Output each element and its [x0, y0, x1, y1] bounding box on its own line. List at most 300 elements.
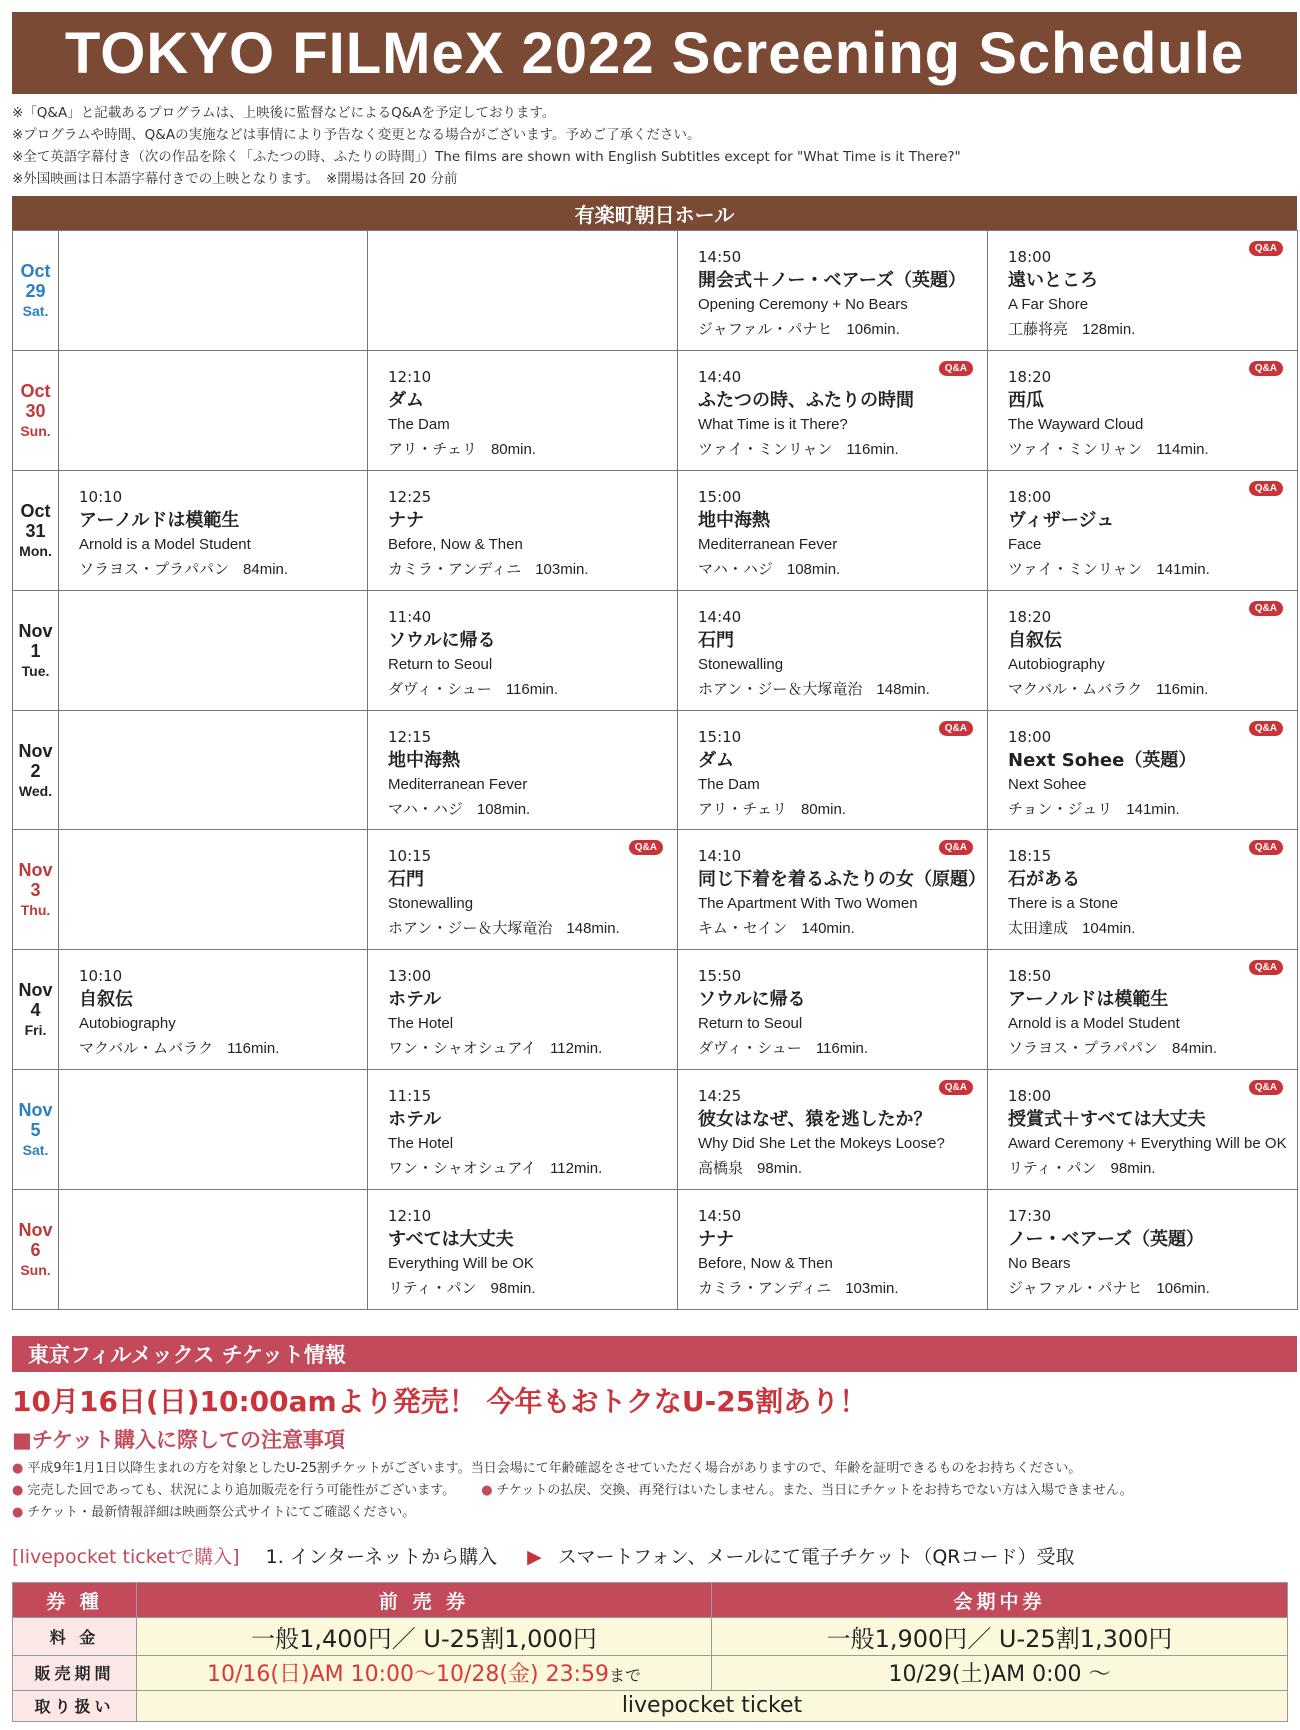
- screening-time: 11:40: [388, 607, 432, 626]
- screening-cell[interactable]: [988, 231, 1298, 351]
- screening-time: 15:10: [698, 727, 742, 746]
- director-name: アリ・チェリ: [698, 799, 787, 818]
- date-cell: [13, 1190, 59, 1310]
- screening-time: 18:15: [1008, 847, 1052, 866]
- film-title-jp: 地中海熱: [388, 749, 460, 771]
- qa-badge: Q&A: [939, 721, 973, 736]
- qa-badge: Q&A: [1249, 601, 1283, 616]
- screening-cell[interactable]: [368, 590, 678, 710]
- screening-cell[interactable]: [59, 950, 368, 1070]
- director-name: マクバル・ムバラク: [1008, 679, 1143, 698]
- screening-cell[interactable]: [368, 710, 678, 830]
- screening-time: 12:10: [388, 1207, 432, 1225]
- film-title-jp: ソウルに帰る: [388, 629, 496, 651]
- screening-cell[interactable]: [678, 950, 988, 1070]
- screening-time: 14:25: [698, 1087, 742, 1106]
- period-row-label: 販売期間: [13, 1655, 137, 1690]
- film-runtime: 114min.: [1156, 440, 1209, 458]
- director-name: アリ・チェリ: [388, 439, 477, 458]
- film-runtime: 148min.: [876, 680, 930, 698]
- film-title-jp: ノー・ベアーズ（英題）: [1008, 1229, 1205, 1250]
- screening: [368, 711, 677, 822]
- date-day: 30: [25, 400, 46, 421]
- film-title-en: Return to Seoul: [388, 655, 493, 673]
- screening-cell[interactable]: [59, 470, 368, 590]
- during-price: 一般1,900円／ U-25割1,300円: [712, 1618, 1288, 1655]
- qa-badge: Q&A: [1249, 1080, 1283, 1095]
- film-director: [388, 1036, 667, 1061]
- film-director: [79, 1036, 357, 1061]
- film-title-en: Next Sohee: [1008, 775, 1087, 793]
- date-day: 2: [30, 760, 41, 781]
- page-title: TOKYO FILMeX 2022 Screening Schedule: [64, 20, 1245, 86]
- screening: [59, 950, 367, 1061]
- screening: [368, 1190, 677, 1301]
- director-name: ダヴィ・シュー: [698, 1039, 802, 1058]
- screening-cell[interactable]: [678, 470, 988, 590]
- film-runtime: 104min.: [1082, 920, 1136, 938]
- film-title-jp: アーノルドは模範生: [1008, 989, 1169, 1011]
- ticket-info-header: 東京フィルメックス チケット情報: [12, 1336, 1297, 1372]
- qa-badge: Q&A: [1249, 721, 1283, 736]
- screening-cell[interactable]: [988, 830, 1298, 950]
- arrow-right-icon: ▶: [527, 1546, 542, 1568]
- screening-time: 18:20: [1008, 607, 1052, 626]
- date-cell: [13, 1070, 59, 1190]
- handling-value: livepocket ticket: [137, 1690, 1288, 1721]
- director-name: ツァイ・ミンリャン: [698, 439, 833, 458]
- film-title-en: The Hotel: [388, 1015, 454, 1033]
- screening-cell[interactable]: [988, 1190, 1298, 1310]
- film-director: [698, 1036, 977, 1061]
- screening-cell[interactable]: [368, 1070, 678, 1190]
- screening-cell[interactable]: [678, 350, 988, 470]
- schedule-day-row: [13, 470, 1298, 590]
- film-runtime: 116min.: [846, 440, 899, 458]
- screening-cell[interactable]: [678, 1190, 988, 1310]
- film-title-en: Why Did She Let the Mokeys Loose?: [698, 1135, 945, 1153]
- screening: [678, 950, 987, 1061]
- date-cell: [13, 350, 59, 470]
- screening-cell[interactable]: [988, 1070, 1298, 1190]
- film-title-en: Mediterranean Fever: [388, 775, 528, 793]
- screening-time: 18:20: [1008, 367, 1052, 386]
- film-runtime: 116min.: [1156, 680, 1209, 698]
- note-line: ※全て英語字幕付き（次の作品を除く「ふたつの時、ふたりの時間」）The films are shown with English Subtitles except for "What Time is it There?": [12, 149, 961, 165]
- film-director: [698, 1276, 977, 1301]
- screening: [59, 471, 367, 582]
- screening-cell[interactable]: [368, 1190, 678, 1310]
- handling-row-label: 取り扱い: [13, 1690, 137, 1721]
- director-name: カミラ・アンディニ: [388, 559, 522, 578]
- note-line: ※プログラムや時間、Q&Aの実施などは事情により予告なく変更となる場合がございます。予めご了承ください。: [12, 127, 701, 143]
- film-director: [1008, 317, 1287, 342]
- schedule-day-row: [13, 830, 1298, 950]
- date-weekday: Thu.: [20, 902, 51, 919]
- date-day: 29: [25, 281, 46, 301]
- film-title-jp: 彼女はなぜ、猿を逃したか？: [698, 1109, 932, 1131]
- screening-time: 13:00: [388, 967, 432, 986]
- date-day: 5: [30, 1120, 41, 1141]
- date-day: 3: [30, 880, 41, 901]
- film-runtime: 103min.: [535, 560, 589, 578]
- film-title-jp: ナナ: [698, 1229, 734, 1250]
- screening-time: 14:10: [698, 847, 742, 866]
- film-director: [698, 317, 977, 342]
- qa-badge: Q&A: [1249, 840, 1283, 855]
- film-title-en: Opening Ceremony + No Bears: [698, 296, 908, 313]
- director-name: 高橋泉: [698, 1159, 744, 1178]
- screening-cell[interactable]: [678, 590, 988, 710]
- screening-time: 12:25: [388, 487, 432, 506]
- director-name: リティ・パン: [388, 1279, 477, 1297]
- film-runtime: 128min.: [1082, 321, 1136, 338]
- screening-cell: [59, 231, 368, 351]
- film-title-en: The Apartment With Two Women: [698, 895, 918, 913]
- screening-time: 14:50: [698, 1207, 742, 1225]
- date-cell: [13, 950, 59, 1070]
- qa-badge: Q&A: [1249, 361, 1283, 376]
- qa-badge: Q&A: [939, 361, 973, 376]
- screening-cell: [368, 231, 678, 351]
- film-title-jp: 西瓜: [1008, 389, 1044, 411]
- director-name: マハ・ハジ: [698, 559, 773, 578]
- film-title-en: Stonewalling: [698, 655, 784, 673]
- film-runtime: 108min.: [786, 560, 841, 578]
- date-cell: [13, 231, 59, 351]
- screening: [678, 231, 987, 342]
- date-cell: [13, 470, 59, 590]
- film-director: [1008, 437, 1287, 462]
- film-title-en: Autobiography: [79, 1015, 176, 1033]
- film-runtime: 84min.: [1172, 1040, 1218, 1058]
- film-title-jp: 同じ下着を着るふたりの女（原題）: [698, 869, 986, 891]
- film-title-jp: ダム: [388, 389, 424, 411]
- note-line: ※「Q&A」と記載あるプログラムは、上映後に監督などによるQ&Aを予定しております。: [12, 105, 556, 121]
- film-title-jp: 自叙伝: [79, 989, 133, 1011]
- schedule-notes: [12, 102, 1297, 190]
- film-director: [698, 916, 977, 941]
- film-title-jp: 石がある: [1008, 869, 1080, 891]
- director-name: 工藤将亮: [1008, 320, 1069, 338]
- screening-cell[interactable]: [368, 350, 678, 470]
- date-month: Nov: [18, 980, 53, 1001]
- schedule-day-row: [13, 1070, 1298, 1190]
- screening-time: 10:15: [388, 847, 432, 866]
- price-header-advance: 前 売 券: [137, 1583, 712, 1618]
- screening: [678, 591, 987, 702]
- date-day: 31: [25, 520, 46, 541]
- screening: [368, 591, 677, 702]
- director-name: ダヴィ・シュー: [388, 679, 492, 698]
- screening-cell: [59, 590, 368, 710]
- during-period: 10/29(土)AM 0:00 〜: [712, 1655, 1288, 1690]
- film-director: [388, 677, 667, 702]
- screening-time: 14:40: [698, 367, 742, 386]
- film-director: [698, 677, 977, 702]
- director-name: ワン・シャオシュアイ: [388, 1039, 537, 1058]
- schedule-day-row: [13, 350, 1298, 470]
- film-title-jp: 石門: [698, 629, 734, 651]
- screening-cell: [59, 1190, 368, 1310]
- screening-time: 17:30: [1008, 1207, 1052, 1225]
- screening-time: 12:15: [388, 727, 432, 746]
- schedule-day-row: [13, 1190, 1298, 1310]
- film-runtime: 108min.: [476, 800, 531, 818]
- advance-price: 一般1,400円／ U-25割1,000円: [137, 1618, 712, 1655]
- screening-cell[interactable]: [368, 830, 678, 950]
- director-name: キム・セイン: [698, 919, 788, 938]
- film-runtime: 148min.: [566, 920, 620, 938]
- film-title-en: Before, Now & Then: [698, 1255, 833, 1272]
- film-title-en: Before, Now & Then: [388, 535, 523, 553]
- film-title-jp: ヴィザージュ: [1008, 509, 1115, 531]
- date-cell: [13, 830, 59, 950]
- film-director: [698, 437, 977, 462]
- screening: [368, 950, 677, 1061]
- livepocket-link[interactable]: [livepocket ticketで購入]: [12, 1546, 240, 1568]
- film-runtime: 141min.: [1156, 560, 1210, 578]
- film-director: [1008, 677, 1287, 702]
- screening-cell: [59, 1070, 368, 1190]
- film-title-jp: 自叙伝: [1008, 629, 1062, 651]
- qa-badge: Q&A: [939, 1080, 973, 1095]
- film-title-en: Autobiography: [1008, 655, 1105, 673]
- screening-time: 18:00: [1008, 248, 1052, 266]
- schedule-day-row: [13, 710, 1298, 830]
- film-title-jp: ふたつの時、ふたりの時間: [698, 389, 914, 411]
- film-director: [1008, 1276, 1287, 1301]
- qa-badge: Q&A: [1249, 241, 1283, 256]
- qa-badge: Q&A: [629, 840, 663, 855]
- screening-cell[interactable]: [368, 470, 678, 590]
- film-title-en: Return to Seoul: [698, 1015, 803, 1033]
- film-title-jp: Next Sohee（英題）: [1008, 749, 1197, 771]
- screening-time: 18:00: [1008, 487, 1052, 506]
- film-runtime: 116min.: [227, 1040, 280, 1058]
- screening-cell: [59, 350, 368, 470]
- ticket-note: ● 平成9年1月1日以降生まれの方を対象としたU-25割チケットがございます。当日会場にて年齢確認をさせていただく場合がありますので、年齢を証明できるものをお持ちください。: [12, 1461, 1082, 1476]
- film-title-jp: 授賞式＋すべては大丈夫: [1008, 1109, 1206, 1131]
- film-title-jp: ダム: [698, 749, 734, 771]
- screening-time: 10:10: [79, 967, 123, 986]
- hall-name: 有楽町朝日ホール: [12, 196, 1297, 230]
- film-title-en: A Far Shore: [1008, 296, 1089, 313]
- film-director: [698, 1156, 977, 1181]
- screening-cell[interactable]: [678, 830, 988, 950]
- film-runtime: 106min.: [1156, 1280, 1210, 1297]
- film-title-jp: アーノルドは模範生: [79, 509, 240, 531]
- screening-time: 10:10: [79, 487, 123, 506]
- film-title-jp: 開会式＋ノー・ベアーズ（英題）: [698, 270, 967, 291]
- date-month: Nov: [18, 620, 53, 641]
- film-runtime: 80min.: [800, 800, 846, 818]
- date-day: 1: [30, 640, 41, 661]
- film-title-en: Mediterranean Fever: [698, 535, 838, 553]
- date-weekday: Sun.: [20, 1262, 51, 1278]
- film-director: [388, 1156, 667, 1181]
- film-title-jp: 地中海熱: [698, 509, 770, 531]
- schedule-day-row: [13, 950, 1298, 1070]
- qa-badge: Q&A: [1249, 960, 1283, 975]
- film-title-en: No Bears: [1008, 1255, 1071, 1272]
- ticket-notes: [12, 1458, 1297, 1524]
- date-cell: [13, 590, 59, 710]
- film-runtime: 98min.: [490, 1280, 536, 1297]
- screening-time: 18:00: [1008, 1087, 1052, 1106]
- screening: [368, 471, 677, 582]
- film-director: [1008, 797, 1287, 822]
- date-weekday: Tue.: [21, 662, 50, 679]
- screening-cell[interactable]: [678, 710, 988, 830]
- screening-cell[interactable]: [678, 231, 988, 351]
- film-runtime: 80min.: [490, 440, 536, 458]
- screening-cell[interactable]: [988, 590, 1298, 710]
- screening: [678, 1190, 987, 1301]
- film-director: [388, 437, 667, 462]
- film-title-jp: すべては大丈夫: [388, 1229, 514, 1250]
- film-title-jp: ナナ: [388, 509, 424, 531]
- film-runtime: 103min.: [845, 1280, 899, 1297]
- film-title-en: Stonewalling: [388, 895, 474, 913]
- date-weekday: Fri.: [24, 1022, 47, 1039]
- screening-time: 15:00: [698, 487, 742, 506]
- purchase-result: スマートフォン、メールにて電子チケット（QRコード）受取: [557, 1546, 1075, 1568]
- qa-badge: Q&A: [939, 840, 973, 855]
- screening-time: 18:50: [1008, 967, 1052, 986]
- director-name: ツァイ・ミンリャン: [1008, 559, 1143, 578]
- film-director: [388, 557, 667, 582]
- director-name: ホアン・ジー＆大塚竜治: [698, 679, 863, 698]
- price-header-type: 券 種: [13, 1583, 137, 1618]
- date-month: Nov: [18, 860, 53, 881]
- film-runtime: 140min.: [801, 920, 855, 938]
- date-month: Oct: [20, 500, 51, 521]
- film-runtime: 141min.: [1126, 800, 1180, 818]
- film-title-jp: 石門: [388, 869, 424, 891]
- schedule-table: [12, 230, 1298, 1310]
- film-title-en: Arnold is a Model Student: [79, 535, 251, 553]
- film-runtime: 106min.: [846, 321, 900, 338]
- director-name: チョン・ジュリ: [1008, 799, 1113, 818]
- director-name: マクバル・ムバラク: [79, 1039, 214, 1058]
- film-director: [1008, 916, 1287, 941]
- screening-cell[interactable]: [988, 950, 1298, 1070]
- film-title-en: Arnold is a Model Student: [1008, 1015, 1180, 1033]
- director-name: ソラヨス・プラパパン: [79, 559, 230, 578]
- director-name: ホアン・ジー＆大塚竜治: [388, 919, 553, 938]
- film-title-en: There is a Stone: [1008, 895, 1119, 913]
- film-director: [79, 557, 357, 582]
- film-runtime: 116min.: [505, 680, 559, 698]
- film-director: [698, 557, 977, 582]
- director-name: ジャファル・パナヒ: [698, 320, 833, 338]
- date-day: 4: [30, 1000, 41, 1021]
- screening-cell: [59, 830, 368, 950]
- date-month: Oct: [20, 380, 51, 401]
- date-month: Nov: [18, 1220, 53, 1240]
- screening-time: 18:00: [1008, 727, 1052, 746]
- screening-cell[interactable]: [988, 710, 1298, 830]
- director-name: リティ・パン: [1008, 1159, 1097, 1178]
- director-name: ワン・シャオシュアイ: [388, 1159, 537, 1178]
- film-title-en: The Dam: [388, 415, 450, 433]
- date-weekday: Sun.: [20, 422, 51, 439]
- screening-time: 15:50: [698, 967, 742, 986]
- film-director: [1008, 557, 1287, 582]
- screening-cell[interactable]: [988, 470, 1298, 590]
- date-weekday: Sat.: [22, 1142, 49, 1159]
- screening: [368, 351, 677, 462]
- film-title-en: Award Ceremony + Everything Will be OK: [1008, 1135, 1287, 1153]
- film-title-jp: ホテル: [388, 989, 442, 1011]
- schedule-day-row: [13, 590, 1298, 710]
- film-director: [388, 797, 667, 822]
- purchase-step: 1. インターネットから購入: [265, 1546, 498, 1568]
- screening: [988, 1190, 1297, 1301]
- date-month: Nov: [18, 740, 53, 761]
- film-runtime: 84min.: [243, 560, 289, 578]
- film-title-en: The Wayward Cloud: [1008, 415, 1144, 433]
- screening: [678, 471, 987, 582]
- film-director: [1008, 1036, 1287, 1061]
- title-bar: [12, 12, 1297, 94]
- film-title-en: The Dam: [698, 775, 760, 793]
- director-name: 太田達成: [1008, 919, 1069, 938]
- schedule-day-row: [13, 231, 1298, 351]
- ticket-notice-heading: ■チケット購入に際しての注意事項: [12, 1428, 345, 1452]
- price-row-label: 料 金: [13, 1618, 137, 1655]
- film-director: [1008, 1156, 1287, 1181]
- film-title-en: The Hotel: [388, 1135, 454, 1153]
- qa-badge: Q&A: [1249, 481, 1283, 496]
- purchase-flow: [12, 1542, 1074, 1569]
- ticket-note: ● 完売した回であっても、状況により追加販売を行う可能性がございます。 ● チケットの払戻、交換、再発行はいたしません。また、当日にチケットをお持ちでない方は入場できません。: [12, 1483, 1133, 1498]
- film-title-jp: ホテル: [388, 1109, 442, 1131]
- date-month: Nov: [18, 1100, 53, 1121]
- film-runtime: 112min.: [550, 1040, 603, 1058]
- film-director: [388, 1276, 667, 1301]
- film-title-jp: ソウルに帰る: [698, 989, 806, 1011]
- director-name: ソラヨス・プラパパン: [1008, 1039, 1159, 1058]
- date-weekday: Wed.: [18, 782, 53, 799]
- film-title-en: What Time is it There?: [698, 415, 848, 433]
- director-name: ジャファル・パナヒ: [1008, 1279, 1143, 1297]
- advance-period: 10/16(日)AM 10:00〜10/28(金) 23:59まで: [137, 1655, 712, 1690]
- screening-cell[interactable]: [368, 950, 678, 1070]
- director-name: ツァイ・ミンリャン: [1008, 439, 1143, 458]
- film-runtime: 116min.: [815, 1040, 869, 1058]
- screening-time: 12:10: [388, 367, 432, 386]
- screening-cell: [59, 710, 368, 830]
- screening-cell[interactable]: [988, 350, 1298, 470]
- film-title-en: Everything Will be OK: [388, 1255, 534, 1272]
- date-weekday: Sat.: [22, 303, 49, 319]
- film-runtime: 98min.: [1110, 1160, 1156, 1178]
- price-header-during: 会期中券: [712, 1583, 1288, 1618]
- note-line: ※外国映画は日本語字幕付きでの上映となります。 ※開場は各回 20 分前: [12, 171, 458, 187]
- date-weekday: Mon.: [19, 542, 52, 559]
- date-day: 6: [30, 1240, 41, 1260]
- screening-cell[interactable]: [678, 1070, 988, 1190]
- screening-time: 14:50: [698, 248, 742, 266]
- film-runtime: 112min.: [550, 1160, 603, 1178]
- film-title-en: Face: [1008, 535, 1042, 553]
- director-name: カミラ・アンディニ: [698, 1279, 832, 1297]
- sale-announcement: 10月16日(日)10:00amより発売！ 今年もおトクなU-25割あり！: [12, 1385, 868, 1418]
- price-table: [12, 1582, 1288, 1722]
- date-cell: [13, 710, 59, 830]
